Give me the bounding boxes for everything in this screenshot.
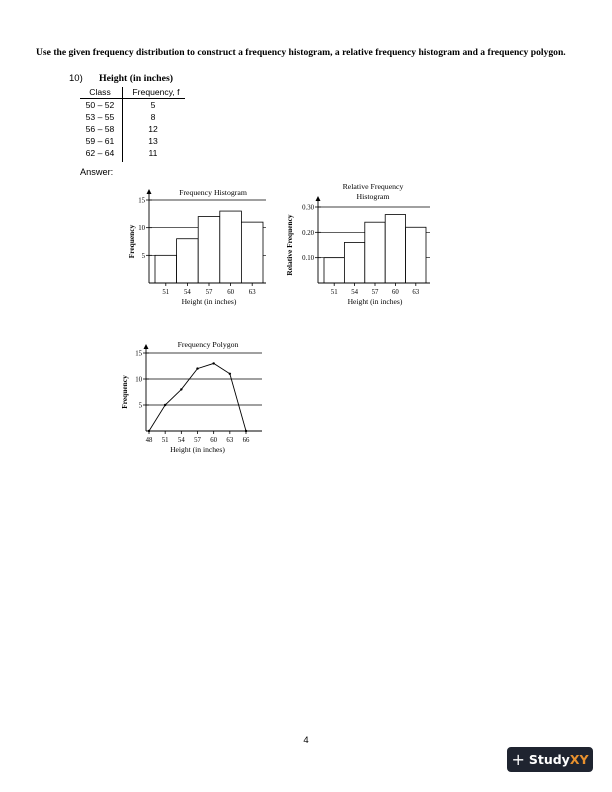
- bar: [177, 239, 199, 283]
- y-tick-label: 15: [138, 197, 145, 205]
- x-tick-label: 60: [227, 289, 234, 296]
- x-axis-label: Height (in inches): [347, 297, 403, 306]
- question-title: Height (in inches): [99, 73, 174, 84]
- y-tick-label: 5: [138, 402, 142, 410]
- table-cell-frequency: 11: [148, 148, 158, 158]
- answer-label: Answer:: [80, 167, 114, 177]
- frequency-polygon: [117, 338, 277, 460]
- y-axis-label: Frequency: [120, 375, 129, 409]
- table-row: [80, 112, 180, 123]
- x-tick-label: 60: [210, 437, 218, 444]
- x-tick-label: 54: [351, 289, 358, 296]
- y-tick-label: 10: [135, 376, 142, 384]
- plus-icon: +: [511, 749, 525, 769]
- table-row: [80, 148, 180, 159]
- table-cell-frequency: 8: [150, 112, 156, 122]
- y-tick-label: 15: [135, 350, 142, 358]
- relative-frequency-histogram: [284, 180, 444, 310]
- x-axis-label: Height (in inches): [181, 297, 237, 306]
- y-axis-label: Relative Frequency: [285, 214, 294, 276]
- logo-brand-accent: XY: [569, 752, 589, 767]
- page-number: 4: [303, 735, 309, 746]
- bar: [220, 211, 242, 283]
- x-tick-label: 57: [371, 289, 379, 296]
- frequency-histogram: [120, 182, 280, 307]
- chart-title: Histogram: [356, 192, 390, 201]
- y-tick-label: 5: [141, 252, 145, 260]
- y-axis-arrow-icon: [144, 344, 149, 349]
- y-tick-label: 0.30: [302, 204, 314, 212]
- x-tick-label: 63: [412, 289, 420, 296]
- studyxy-logo: [507, 747, 593, 772]
- table-row: [80, 124, 180, 135]
- y-tick-label: 0.10: [302, 255, 314, 263]
- x-tick-label: 54: [184, 289, 191, 296]
- bar: [385, 215, 405, 283]
- table-header-frequency: Frequency, f: [132, 87, 180, 97]
- table-row: [80, 136, 180, 147]
- logo-brand-main: Study: [528, 752, 570, 767]
- table-header-class: Class: [89, 87, 111, 97]
- bar: [241, 222, 263, 283]
- data-point: [196, 367, 198, 369]
- data-point: [212, 362, 214, 364]
- x-axis-label: Height (in inches): [170, 445, 225, 454]
- x-tick-label: 57: [205, 289, 213, 296]
- table-cell-frequency: 5: [150, 100, 156, 110]
- x-tick-label: 57: [194, 437, 201, 444]
- data-point: [229, 373, 231, 375]
- table-row: [80, 100, 180, 111]
- bar: [155, 255, 177, 283]
- logo-text: [529, 752, 589, 767]
- table-cell-class: 50 – 52: [85, 100, 115, 110]
- bar: [198, 217, 220, 283]
- x-tick-label: 48: [145, 437, 153, 444]
- y-tick-label: 10: [138, 225, 145, 233]
- table-cell-frequency: 13: [148, 136, 158, 146]
- bar: [406, 227, 426, 283]
- x-tick-label: 51: [330, 289, 338, 296]
- y-axis-arrow-icon: [147, 189, 152, 194]
- x-tick-label: 60: [392, 289, 399, 296]
- table-cell-frequency: 12: [148, 124, 158, 134]
- x-tick-label: 66: [242, 437, 250, 444]
- table-cell-class: 56 – 58: [85, 124, 115, 134]
- table-cell-class: 62 – 64: [85, 148, 115, 158]
- data-point: [180, 388, 182, 390]
- bar: [344, 242, 364, 283]
- y-tick-label: 0.20: [302, 229, 314, 237]
- question-number: 10): [69, 73, 83, 84]
- table-cell-class: 53 – 55: [85, 112, 115, 122]
- chart-title: Relative Frequency: [342, 182, 404, 191]
- x-tick-label: 54: [177, 437, 185, 444]
- instructions: Use the given frequency distribution to construct a frequency histogram, a relative frequency histogram and a frequency polygon.: [36, 47, 566, 58]
- y-axis-label: Frequency: [127, 224, 136, 259]
- chart-title: Frequency Polygon: [177, 340, 239, 349]
- x-tick-label: 51: [161, 437, 169, 444]
- chart-title: Frequency Histogram: [179, 188, 247, 197]
- series-line: [149, 363, 246, 431]
- bar: [324, 258, 344, 283]
- x-tick-label: 51: [162, 289, 170, 296]
- table-divider-horizontal: [80, 98, 185, 99]
- table-cell-class: 59 – 61: [85, 136, 115, 146]
- data-point: [164, 404, 166, 406]
- x-tick-label: 63: [226, 437, 234, 444]
- x-tick-label: 63: [248, 289, 256, 296]
- y-axis-arrow-icon: [316, 196, 321, 201]
- bar: [365, 222, 385, 283]
